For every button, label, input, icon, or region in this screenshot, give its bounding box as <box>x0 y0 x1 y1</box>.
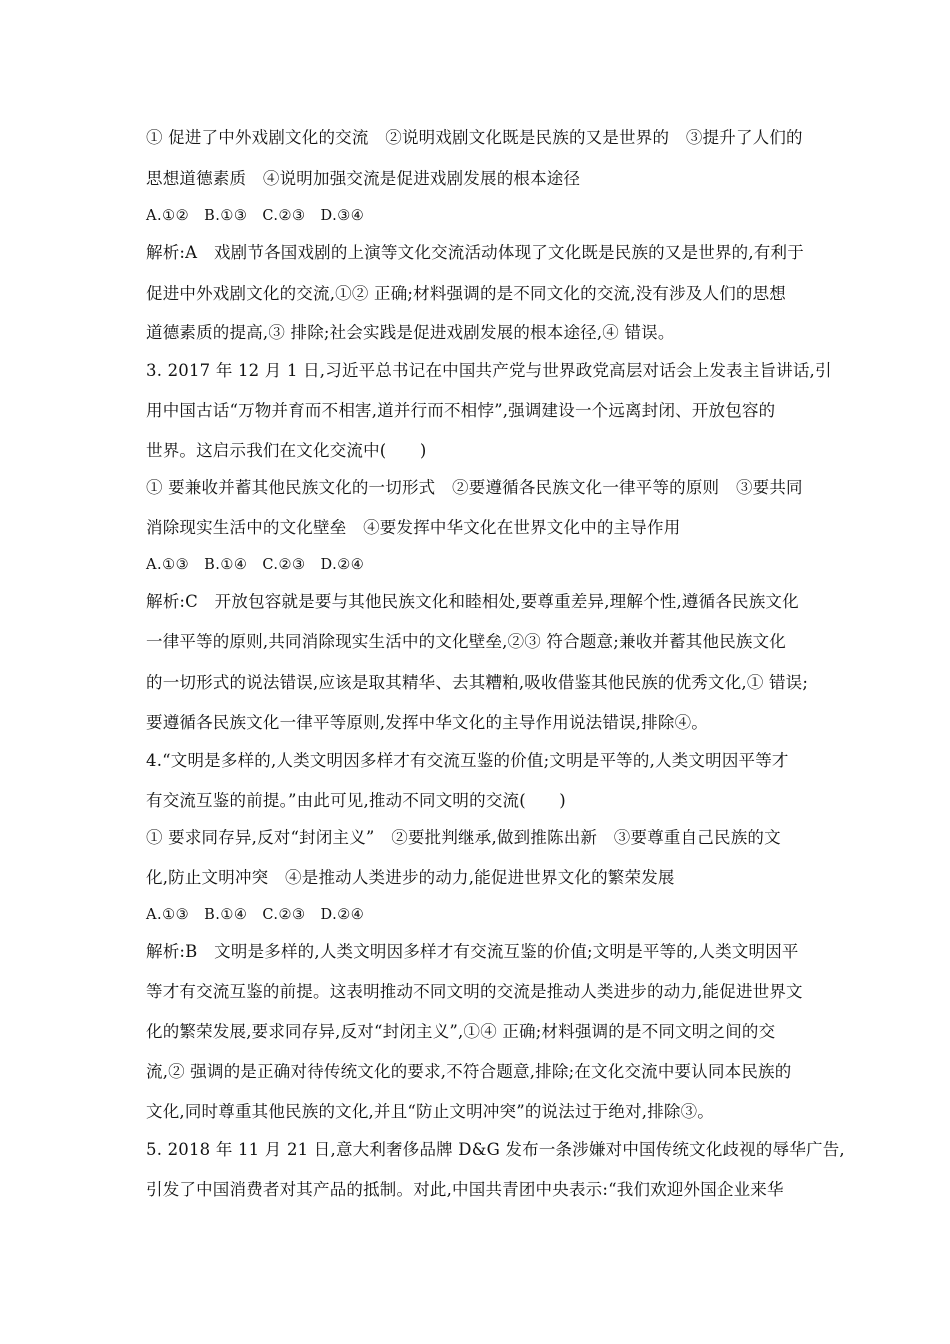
q4-options-line-2: 化,防止文明冲突 ④是推动人类进步的动力,能促进世界文化的繁荣发展 <box>146 868 675 887</box>
q4-stem-line-1: 4.“文明是多样的,人类文明因多样才有交流互鉴的价值;文明是平等的,人类文明因平等才 <box>146 751 789 770</box>
q4-explanation-line-5: 文化,同时尊重其他民族的文化,并且“防止文明冲突”的说法过于绝对,排除③。 <box>146 1102 715 1121</box>
q4-answer-choices: A.①③ B.①④ C.②③ D.②④ <box>146 907 365 923</box>
q5-stem-line-2: 引发了中国消费者对其产品的抵制。对此,中国共青团中央表示:“我们欢迎外国企业来华 <box>146 1180 784 1199</box>
q3-options-line-2: 消除现实生活中的文化壁垒 ④要发挥中华文化在世界文化中的主导作用 <box>146 518 681 537</box>
q3-explanation-line-4: 要遵循各民族文化一律平等原则,发挥中华文化的主导作用说法错误,排除④。 <box>146 713 708 732</box>
q4-explanation-line-4: 流,② 强调的是正确对待传统文化的要求,不符合题意,排除;在文化交流中要认同本民族的 <box>146 1062 792 1081</box>
q3-stem-line-3: 世界。这启示我们在文化交流中( ) <box>146 441 427 460</box>
q2-explanation-line-1: 解析:A 戏剧节各国戏剧的上演等文化交流活动体现了文化既是民族的又是世界的,有利于 <box>146 243 804 262</box>
q3-explanation-line-1: 解析:C 开放包容就是要与其他民族文化和睦相处,要尊重差异,理解个性,遵循各民族文化 <box>146 592 799 611</box>
q4-explanation-line-3: 化的繁荣发展,要求同存异,反对“封闭主义”,①④ 正确;材料强调的是不同文明之间的交 <box>146 1022 776 1041</box>
q2-answer-choices: A.①② B.①③ C.②③ D.③④ <box>146 208 365 224</box>
q2-options-line-2: 思想道德素质 ④说明加强交流是促进戏剧发展的根本途径 <box>146 169 581 188</box>
q4-explanation-line-1: 解析:B 文明是多样的,人类文明因多样才有交流互鉴的价值;文明是平等的,人类文明因平 <box>146 942 799 961</box>
q3-explanation-line-2: 一律平等的原则,共同消除现实生活中的文化壁垒,②③ 符合题意;兼收并蓄其他民族文化 <box>146 632 786 651</box>
q2-explanation-line-3: 道德素质的提高,③ 排除;社会实践是促进戏剧发展的根本途径,④ 错误。 <box>146 323 675 342</box>
q5-stem-line-1: 5. 2018 年 11 月 21 日,意大利奢侈品牌 D&G 发布一条涉嫌对中国传统文化歧视的辱华广告, <box>146 1140 845 1159</box>
q3-options-line-1: ① 要兼收并蓄其他民族文化的一切形式 ②要遵循各民族文化一律平等的原则 ③要共同 <box>146 478 803 497</box>
q2-explanation-line-2: 促进中外戏剧文化的交流,①② 正确;材料强调的是不同文化的交流,没有涉及人们的思想 <box>146 284 786 303</box>
q4-options-line-1: ① 要求同存异,反对“封闭主义” ②要批判继承,做到推陈出新 ③要尊重自己民族的文 <box>146 828 781 847</box>
q4-explanation-line-2: 等才有交流互鉴的前提。这表明推动不同文明的交流是推动人类进步的动力,能促进世界文 <box>146 982 803 1001</box>
q3-answer-choices: A.①③ B.①④ C.②③ D.②④ <box>146 557 365 573</box>
q2-options-line-1: ① 促进了中外戏剧文化的交流 ②说明戏剧文化既是民族的又是世界的 ③提升了人们的 <box>146 128 803 147</box>
q3-stem-line-1: 3. 2017 年 12 月 1 日,习近平总书记在中国共产党与世界政党高层对话会上发表主旨讲话,引 <box>146 361 832 380</box>
q4-stem-line-2: 有交流互鉴的前提。”由此可见,推动不同文明的交流( ) <box>146 791 566 810</box>
q3-explanation-line-3: 的一切形式的说法错误,应该是取其精华、去其糟粕,吸收借鉴其他民族的优秀文化,① 错误; <box>146 673 809 692</box>
q3-stem-line-2: 用中国古话“万物并育而不相害,道并行而不相悖”,强调建设一个远离封闭、开放包容的 <box>146 401 776 420</box>
